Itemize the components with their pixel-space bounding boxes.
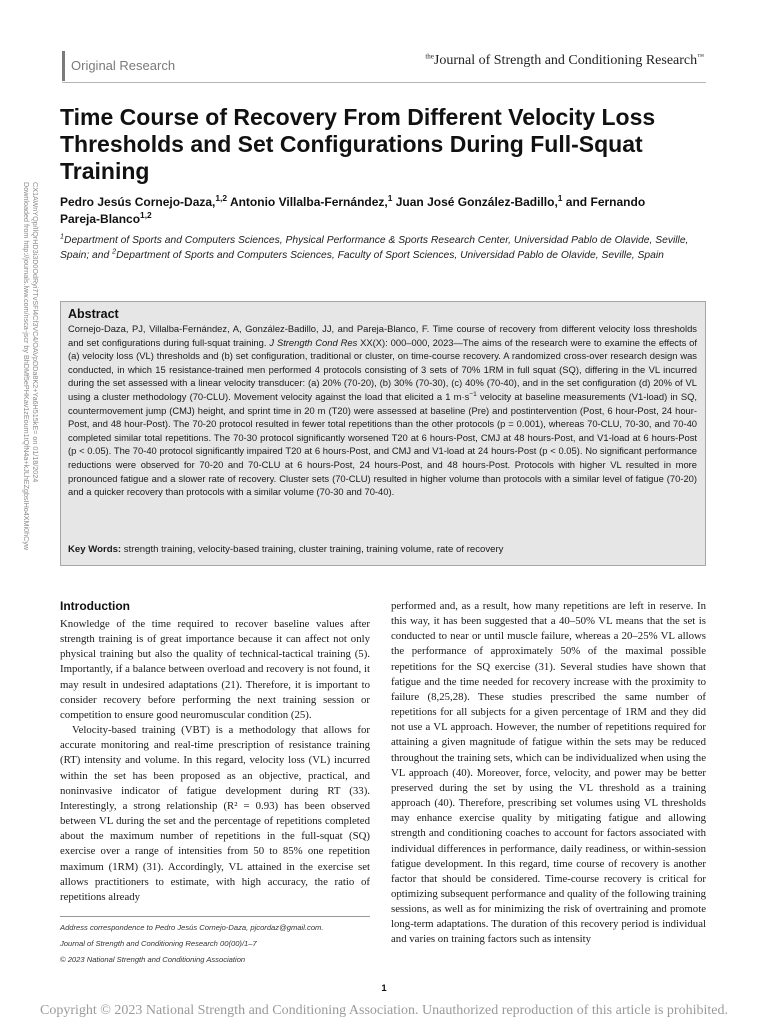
author-name: Antonio Villalba-Fernández, (229, 195, 388, 209)
unit-exponent: −1 (469, 390, 477, 398)
paragraph: performed and, as a result, how many repetitions are left in reserve. In this way, it has been suggested that a 40–50% VL means that the set is conducted to near or until muscle failure, whereas a 20–25% VL allows the performance of approximately 50% of the maximal possible repetitions for the SQ exercise (31). Several studies have shown that fatigue and the time needed for recovery increase with the proximity to failure (8,25,28). These studies prescribed the same number of repetitions for all subjects for a given percentage of 1RM and they did not use a VL approach. However, the number of repetitions required for attaining a given magnitude of fatigue within the sets may be reduced throughout the training sets, which can be individualized when using the VL approach (40). Moreover, force, velocity, and power may be better preserved during the set by using the VL threshold as a training approach (40). Therefore, prescribing set volumes using VL thresholds may enhance exercise quality by mitigating fatigue and allowing strength and conditioning coaches to account for factors associated with individual differences in performance, daily readiness, or within-session fatigue development. In this regard, time course of recovery is another factor that should be considered. Time-course recovery is critical for optimizing subsequent performance and quality of the following training sessions, as well as for minimizing the risk of overtraining and promote long-term adaptations. The duration of this recovery period is individual and varies on training factors such as intensity (391, 600, 706, 946)
journal-logo-text: Journal of Strength and Conditioning Research (433, 53, 698, 68)
page-number: 1 (381, 983, 387, 994)
download-watermark (18, 180, 40, 620)
introduction-heading: Introduction (60, 599, 130, 613)
author-name: Fernando Pareja-Blanco (60, 195, 646, 226)
affiliation-1: Department of Sports and Computers Sciences, Physical Performance & Sports Research Center, Universidad Pablo de Olavide, Seville, Spain; and (60, 235, 689, 261)
author-affiliation-mark: 1 (557, 193, 563, 203)
right-column (391, 599, 706, 948)
journal-logo-tm: ™ (697, 52, 704, 61)
abstract-heading: Abstract (68, 307, 119, 321)
abstract-citation: Cornejo-Daza, PJ, Villalba-Fernández, A, González-Badillo, JJ, and Pareja-Blanco, F. Time course of recovery from different velocity loss thresholds and set configurations during full-squat training. (68, 323, 697, 348)
journal-reference: Journal of Strength and Conditioning Research 00(00)/1–7 (60, 939, 257, 948)
author-list (60, 194, 680, 228)
author-name: Pedro Jesús Cornejo-Daza, (60, 195, 216, 209)
abstract-body-start: XX(X): 000–000, 2023—The aims of the research were to examine the effects of (a) velocity loss (VL) thresholds and (b) set configuration, traditional or cluster, on time-course recovery. A randomized cross-over research design was conducted, in which 15 resistance-trained men performed 4 protocols consisting of 3 sets of 70% 1RM in full squat (SQ), differing in the VL incurred during the set assessed with a linear velocity transducer: (a) 20% (70-20), (b) 30% (70-30), (c) 40% (70-40), and in the set configuration (d) 20% of VL using a cluster methodology (70-CLU). Movement velocity against the load that elicited a 1 m·s (68, 336, 697, 402)
affiliations (60, 231, 708, 263)
affiliation-mark: 2 (112, 246, 117, 256)
article-title: Time Course of Recovery From Different Velocity Loss Thresholds and Set Configurations During Full-Squat Training (60, 104, 656, 184)
author-separator: and (562, 195, 591, 209)
copyright-notice: Copyright © 2023 National Strength and Conditioning Association. Unauthorized reproduction of this article is prohibited. (40, 1003, 728, 1018)
footnotes (60, 920, 370, 968)
author-affiliation-mark: 1,2 (215, 193, 228, 203)
watermark-line-2: CX1AWnYQp/IlQrHD3i3D0OdRyi7TvSFl4Cf3VC4/OAVpDDa8K2+Ya6H515kE= on 01/18/2024 (31, 182, 40, 483)
keywords (68, 544, 697, 555)
keywords-label: Key Words: (68, 544, 122, 555)
affiliation-2: Department of Sports and Computers Sciences, Faculty of Sport Sciences, Universidad Pablo de Olavide, Seville, Spain (116, 249, 664, 261)
correspondence-note: Address correspondence to Pedro Jesús Cornejo-Daza, pjcordaz@gmail.com. (60, 923, 324, 932)
paragraph: Velocity-based training (VBT) is a methodology that allows for accurate monitoring and real-time prescription of resistance training (RT) intensity and volume. In this regard, velocity loss (VL) incurred within the set has been proposed as an objective, practical, and noninvasive indicator of fatigue development during RT (33). Interestingly, a strong relationship (R² = 0.93) has been observed between VL during the set and the percentage of repetitions completed about the maximum number of repetitions in the full-squat (SQ) exercise over a range of intensities from 50 to 85% one repetition maximum (1RM) (31). Accordingly, VL attained in the exercise set allows practitioners to estimate, with high accuracy, the ratio of repetitions already (60, 724, 370, 903)
journal-logo (425, 53, 704, 69)
abstract-body: velocity at baseline measurements (V1-load) in SQ, countermovement jump (CMJ) height, and sprint time in 20 m (T20) were assessed at baseline (Pre) and postintervention (Post, 6 hour-Post, 24 hour-Post, and 48 hour-Post). The 70-20 protocol resulted in fewer total repetitions than the other protocols (p = 0.001), whereas 70-CLU, 70-30, and 70-40 completed similar total repetitions. The 70-30 protocol significantly worsened T20 at 6 hours-Post, CMJ at 48 hours-Post, and V1-load at 6 hours-Post (p < 0.05). The 70-40 protocol significantly impaired T20 at 6 hours-Post, and CMJ and V1-load at 24 hours-Post (p < 0.05). No significant performance reductions were observed for 70-20 and 70-CLU at 6 hours-Post, 24 hours-Post, and 48 hours-Post. Protocols with higher VL resulted in more pronounced fatigue and a slower rate of recovery. Cluster sets (70-CLU) resulted in higher volume than protocols with a similar level of fatigue (70-20) and a quicker recovery than protocols with a similar volume (70-30 and 70-40). (68, 390, 697, 498)
author-affiliation-mark: 1 (387, 193, 393, 203)
paragraph: Knowledge of the time required to recover baseline values after strength training is of great importance because it can affect not only physical training but also the quality of technical-tactical training (5). Importantly, if a balance between overload and recovery is not found, it may result in undesired adaptations (21). Therefore, it is important to consider recovery before performing the next training session or competition to ensure good neuromuscular condition (25). (60, 618, 370, 721)
left-column (60, 617, 370, 905)
journal-logo-the: the (425, 52, 434, 61)
section-label: Original Research (62, 51, 175, 81)
footnote-divider (60, 916, 370, 917)
header-divider (62, 82, 706, 83)
abstract-journal: J Strength Cond Res (269, 336, 358, 348)
abstract-text (68, 322, 697, 499)
affiliation-mark: 1 (60, 231, 65, 241)
author-name: Juan José González-Badillo, (395, 195, 558, 209)
keywords-list: strength training, velocity-based training, cluster training, training volume, rate of recovery (121, 544, 504, 555)
copyright-note: © 2023 National Strength and Conditioning Association (60, 955, 246, 964)
watermark-line-1: Downloaded from http://journals.lww.com/nsca-jscr by BhDMf5ePHKav1zEoum1tQfN4a+kJLhEZgbsIHo4XMi0hCyw (22, 182, 31, 551)
author-affiliation-mark: 1,2 (140, 210, 152, 220)
